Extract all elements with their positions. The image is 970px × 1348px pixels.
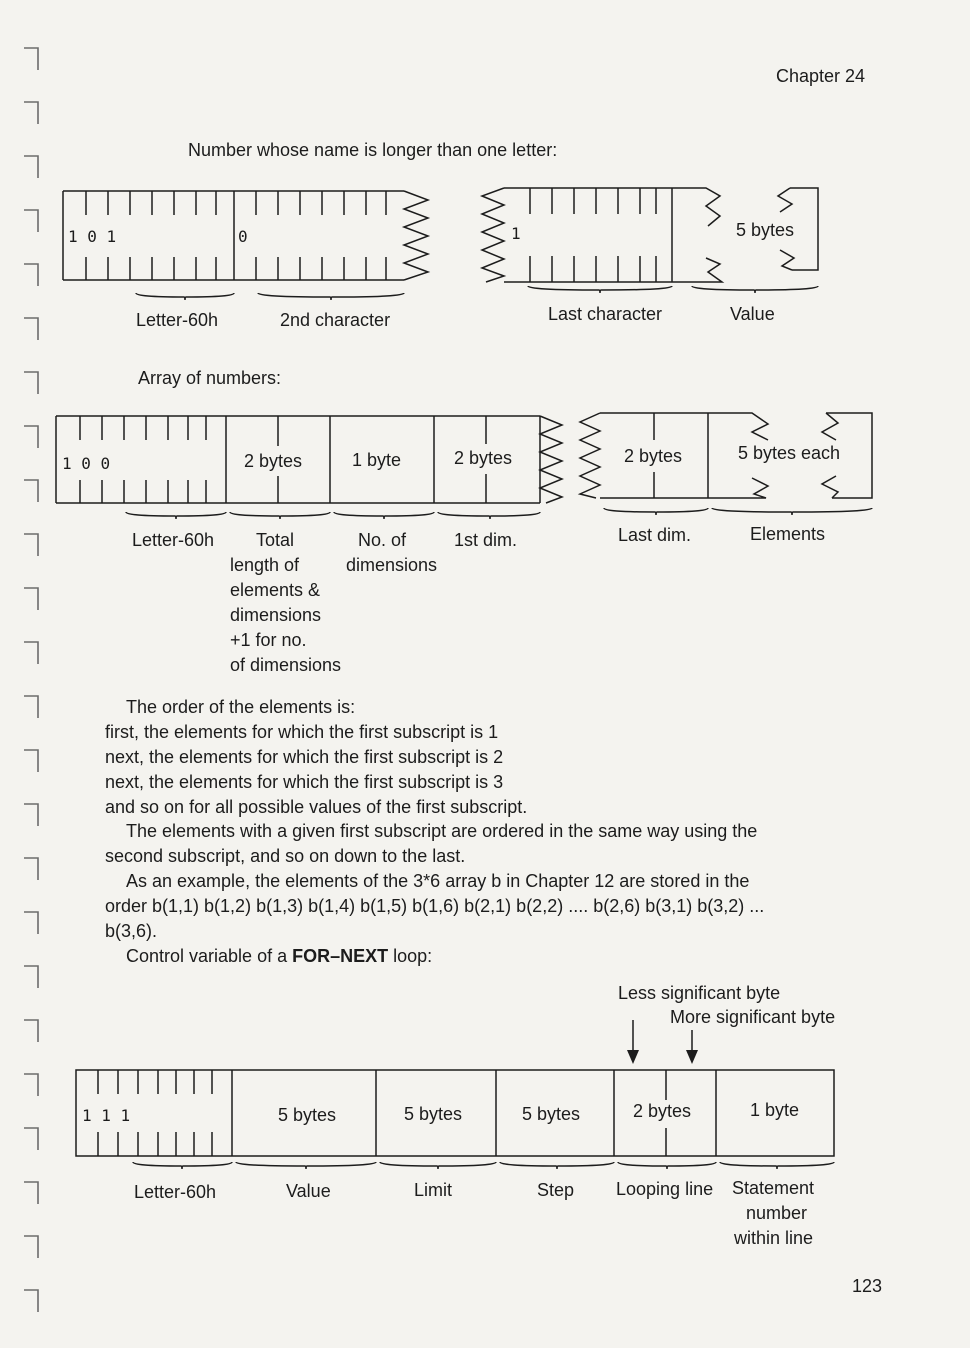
label-for-statement-2: number [746,1203,808,1223]
label-dims-line-1: No. of [358,530,407,550]
cell-for-looping-line: 2 bytes [633,1101,692,1121]
label-array-letter: Letter-60h [132,530,215,550]
cell-for-limit: 5 bytes [404,1104,463,1124]
label-second-char: 2nd character [280,310,391,330]
for-next-intro: Control variable of a [126,946,293,966]
for-next-suffix: loop: [388,946,433,966]
cell-for-step: 5 bytes [522,1104,581,1124]
annot-more-significant: More significant byte [670,1007,836,1027]
label-total-line-1: Total [256,530,295,550]
cell-last-char: 1 [511,224,521,243]
label-first-dim: 1st dim. [454,530,518,550]
cell-first-dim: 2 bytes [454,448,513,468]
label-total-line-4: dimensions [230,605,322,625]
label-total-line-2: length of [230,555,300,575]
section-title-array: Array of numbers: [138,368,282,388]
label-for-statement-1: Statement [732,1178,815,1198]
cell-for-value: 5 bytes [278,1105,337,1125]
cell-array-letter-code: 1 0 0 [62,454,111,473]
label-for-statement-3: within line [734,1228,814,1248]
para-line-2: first, the elements for which the first subscript is 1 [105,722,499,742]
label-for-step: Step [537,1180,575,1200]
cell-for-letter-code: 1 1 1 [82,1106,131,1125]
cell-for-statement: 1 byte [750,1100,800,1120]
cell-total-bytes: 2 bytes [244,451,303,471]
label-total-line-3: elements & [230,580,321,600]
for-next-keyword: FOR–NEXT [292,946,389,966]
label-for-limit: Limit [414,1180,453,1200]
page-number: 123 [852,1276,883,1296]
cell-elements: 5 bytes each [738,443,841,463]
para-line-8: As an example, the elements of the 3*6 array b in Chapter 12 are stored in the [126,871,750,891]
para-line-5: and so on for all possible values of the first subscript. [105,797,528,817]
cell-value-bytes: 5 bytes [736,220,795,240]
label-for-letter: Letter-60h [134,1182,217,1202]
label-dims-line-2: dimensions [346,555,438,575]
para-line-1: The order of the elements is: [126,697,356,717]
label-total-line-5: +1 for no. [230,630,307,650]
para-line-9: order b(1,1) b(1,2) b(1,3) b(1,4) b(1,5) b(1,6) b(2,1) b(2,2) .... b(2,6) b(3,1) b(3,2) ... [105,896,765,916]
section-title-long-name: Number whose name is longer than one letter: [188,140,558,160]
label-letter: Letter-60h [136,310,219,330]
label-for-value: Value [286,1181,331,1201]
label-value: Value [730,304,775,324]
cell-last-dim: 2 bytes [624,446,683,466]
label-for-looping-line: Looping line [616,1179,714,1199]
annot-less-significant: Less significant byte [618,983,781,1003]
para-line-7: second subscript, and so on down to the last. [105,846,466,866]
chapter-heading: Chapter 24 [776,66,866,86]
cell-dims-byte: 1 byte [352,450,402,470]
cell-second-char: 0 [238,227,248,246]
label-last-char: Last character [548,304,663,324]
para-line-3: next, the elements for which the first subscript is 2 [105,747,504,767]
label-last-dim: Last dim. [618,525,692,545]
para-line-11 [126,944,896,969]
cell-letter-code: 1 0 1 [68,227,117,246]
para-line-6: The elements with a given first subscript are ordered in the same way using the [126,821,758,841]
para-line-4: next, the elements for which the first subscript is 3 [105,772,504,792]
label-elements: Elements [750,524,826,544]
para-line-10: b(3,6). [105,921,158,941]
label-total-line-6: of dimensions [230,655,342,675]
